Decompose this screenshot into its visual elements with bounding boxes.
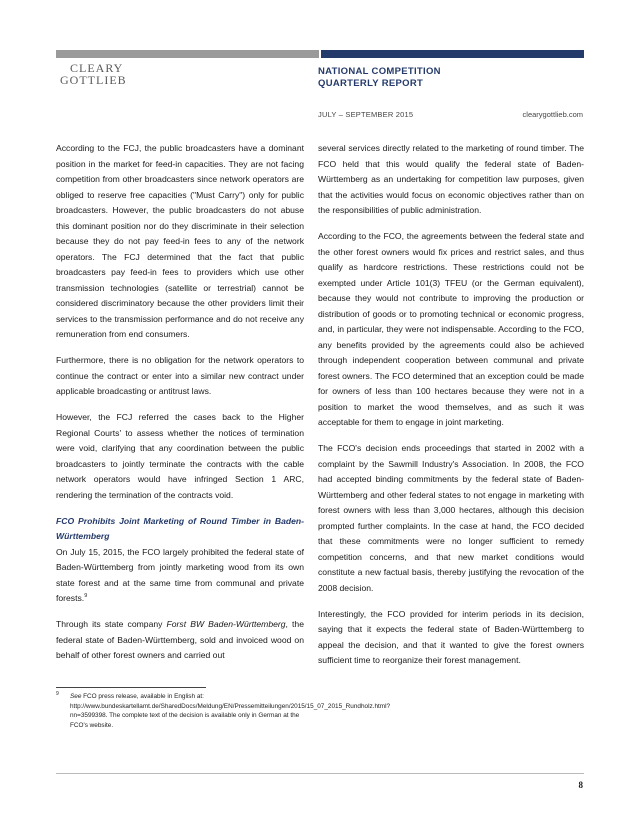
footnote-number: 9 <box>56 691 59 697</box>
paragraph: According to the FCO, the agreements between the federal state and the other forest owners would fix prices and restrict sales, and thus qualify as hardcore restrictions. These restrictions could not be exempted under Article 101(3) TFEU (or the German equivalent), because they would not contribute to improving the production or distribution of goods or to promoting technical or economic progress, and, in particular, they were not indispensable. According to the FCO, any benefits provided by the agreements could also be achieved through independent cooperation between communal and private forest owners. The FCO determined that an exception could be made for owners of less than 100 hectares because they were not in a position to market the wood themselves, and as such it was acceptable for them to engage in joint marketing. <box>318 231 584 427</box>
cleary-gottlieb-logo <box>60 62 127 86</box>
logo-line-2: GOTTLIEB <box>60 73 127 87</box>
paragraph: Furthermore, there is no obligation for the network operators to continue the contract or enter into a similar new contract under applicable broadcasting or antitrust laws. <box>56 355 304 396</box>
paragraph: However, the FCJ referred the cases back to the Higher Regional Courts' to assess whether the notices of termination were void, clarifying that any coordination between the public broadcasters to jointly terminate the contracts with the cable network operators would have infringed Section 1 ARC, rendering the termination of the contracts void. <box>56 412 304 500</box>
footnote-see: See <box>70 693 82 700</box>
right-column <box>318 141 584 679</box>
paragraph-text: On July 15, 2015, the FCO largely prohibited the federal state of Baden-Württemberg from jointly marketing wood from its own state forest and at the same time from communal and private forests. <box>56 546 304 603</box>
header-blue-bar <box>321 50 584 58</box>
logo-line-1: CLEARY <box>70 61 124 75</box>
paragraph-text: Through its state company <box>56 619 167 629</box>
footnote-text <box>56 692 391 730</box>
footnote-body: FCO press release, available in English at: http://www.bundeskartellamt.de/SharedDocs/Meldung/EN/Pressemitteilungen/2015/15_07_2015_Rundholz.html?nn=3599398. The complete text of the decision is available only in German at the FCO's website. <box>70 693 391 729</box>
paragraph <box>56 545 304 607</box>
page-number: 8 <box>578 780 583 790</box>
paragraph: According to the FCJ, the public broadcasters have a dominant position in the market for feed-in capacities. They are not facing competition from other broadcasters since network operators are obliged to reserve free capacities ("Must Carry") only for public broadcasters. However, the public broadcasters do not abuse this dominant position nor do they discriminate in their selection because they do not pay feed-in fees to any of the network operators. The FCJ determined that the fact that public broadcasters pay feed-in fees to providers which use other transmission technologies (satellite or terrestrial) cannot be considered discriminatory because the other providers limit their services to the transmission performance and do not receive any remuneration from end consumers. <box>56 143 304 339</box>
section-heading: FCO Prohibits Joint Marketing of Round Timber in Baden-Württemberg <box>56 515 304 541</box>
header-gray-bar <box>56 50 319 58</box>
report-date: JULY – SEPTEMBER 2015 <box>318 110 414 119</box>
paragraph-text: , the federal state of Baden-Württemberg, sold and invoiced wood on behalf of other forest owners and carried out <box>56 619 304 660</box>
website-link[interactable]: clearygottlieb.com <box>522 110 583 119</box>
report-title-line-1: NATIONAL COMPETITION <box>318 66 441 77</box>
company-name: Forst BW Baden-Württemberg <box>166 619 286 629</box>
footnote-reference[interactable]: 9 <box>84 593 88 600</box>
footer-divider <box>56 773 584 774</box>
footnote <box>56 691 391 730</box>
paragraph: several services directly related to the marketing of round timber. The FCO held that this would qualify the federal state of Baden-Württemberg as an undertaking for competition law purposes, given that the activities would focus on economic objectives rather than on the responsibilities of public administration. <box>318 143 584 215</box>
left-column <box>56 141 304 674</box>
report-title <box>318 66 441 90</box>
paragraph <box>56 617 304 664</box>
paragraph: Interestingly, the FCO provided for interim periods in its decision, saying that it expects the federal state of Baden-Württemberg to appeal the decision, and that it wanted to give the forest owners sufficient time to reorganize their forest management. <box>318 608 584 665</box>
footnote-divider <box>56 687 206 688</box>
report-title-line-2: QUARTERLY REPORT <box>318 78 424 89</box>
paragraph: The FCO's decision ends proceedings that started in 2002 with a complaint by the Sawmill Industry's Association. In 2008, the FCO had accepted binding commitments by the federal state of Baden-Württemberg and other federal states to not engage in marketing with forest owners with less than 3,000 hectares, although this decision prompted further complaints. In the case at hand, the FCO decided that these commitments were no longer sufficient to remedy competition concerns, and that new market conditions would constitute a new factual basis, thereby justifying the revocation of the 2008 decision. <box>318 443 584 593</box>
